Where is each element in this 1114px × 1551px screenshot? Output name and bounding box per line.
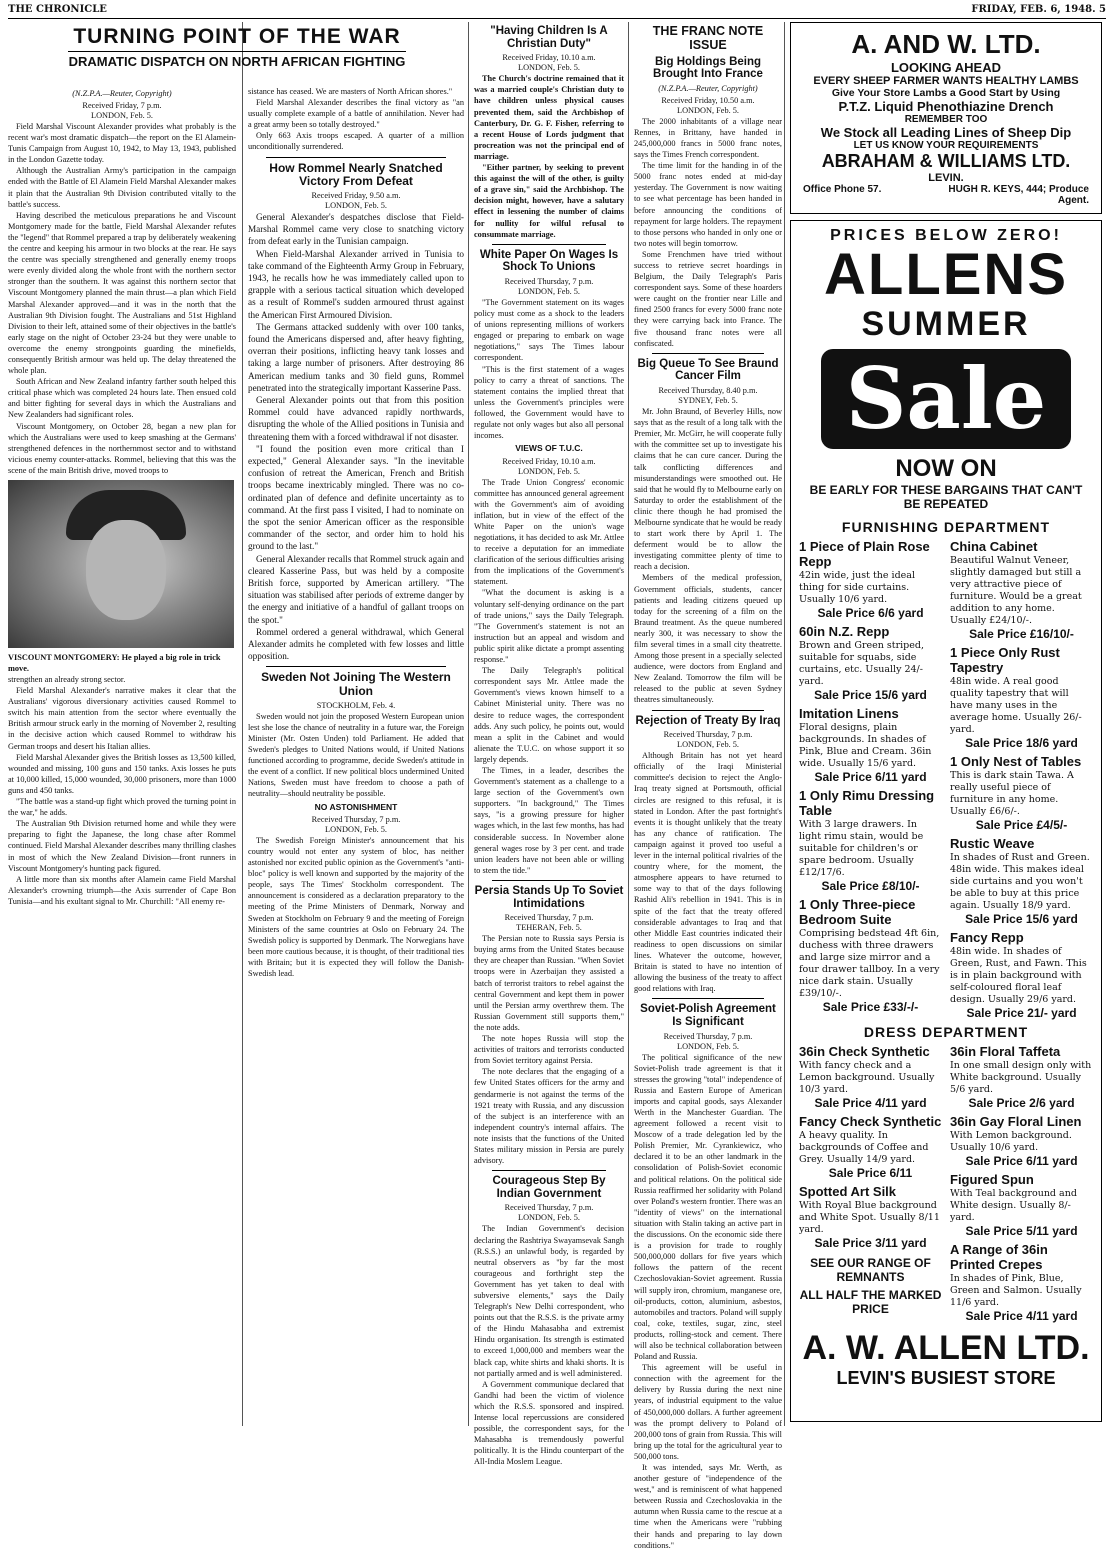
page-date: FRIDAY, FEB. 6, 1948. 5 <box>971 4 1106 15</box>
received-line: Received Thursday, 7 p.m. <box>504 913 594 923</box>
article-body: Sweden would not join the proposed Western European union lest she lose the chance of neutrality in a future war, the Foreign Minister (Mr. Osten Unden) told Parliament. He added that Sweden's pledges to United Nations would, if United Nations functioned according to programme, decide Sweden's attitude in the event of a conflict. If new political blocs undermined United Nations, Sweden must have freedom to choose a path of neutrality—should neutrality be possible. <box>248 711 464 799</box>
headline: Big Holdings Being Brought Into France <box>653 55 763 81</box>
received-line: Received Thursday, 7 p.m. <box>663 1031 753 1041</box>
article-body: The Swedish Foreign Minister's announcement that his country would not enter any system of bloc, has neither astonished nor excited public opinion as the Government's "anti-bloc" policy is well known and supported by the majority of the people, says The Times' Stockholm correspondent. The announcement is considered as a declaration preparatory to the meeting of the Prime Ministers of Denmark, Norway and Sweden at Stockholm on February 9 and the meeting of Foreign Ministers of the same countries at Oslo on February 24. The Swedish policy is supported by Denmark. The Norwegians have been more cautious because, it is thought, of their traditional ties with Britain; but it is expected they will follow the Danish-Swedish lead. <box>248 835 464 979</box>
dress-items <box>791 1040 1101 1323</box>
item-price: Sale Price 4/11 yard <box>965 1309 1078 1323</box>
article-body: The Church's doctrine remained that it was a married couple's Christian duty to have children unless physical causes prevented them, said the Archbishop of Canterbury, Dr. G. F. Fisher, referring to a recent House of Lords judgment that procreation was not the principal end of marriage. "Either partner, by seeking to prevent this against the will of the other, is guilty of a grave sin," said the Archbishop. The decision might, however, have a salutary effect in lessening the number of claims for nullity for wilful refusal to consummate marriage. <box>474 74 624 239</box>
allens-sale-ad <box>790 220 1102 1422</box>
ad-store: ALLENS <box>824 242 1068 307</box>
subheading: NO ASTONISHMENT <box>314 801 398 812</box>
received-line: Received Friday, 10.10 a.m. <box>502 53 596 63</box>
received-line: Received Thursday, 7 p.m. <box>504 1203 594 1213</box>
column-rule <box>628 22 629 1426</box>
dateline: LONDON, Feb. 5. <box>677 1041 739 1051</box>
ad-store-footer: A. W. ALLEN LTD. <box>802 1329 1090 1367</box>
column-rule <box>468 22 469 1426</box>
item-price: Sale Price 4/11 yard <box>814 1096 927 1110</box>
headline: Sweden Not Joining The Western Union <box>261 670 451 698</box>
ad-note: BE EARLY FOR THESE BARGAINS THAT CAN'T BE REPEATED <box>809 483 1083 511</box>
dateline: SYDNEY, Feb. 5. <box>678 396 738 406</box>
sale-item <box>950 1172 1093 1238</box>
sale-item <box>799 788 942 893</box>
received-line: Received Thursday, 7 p.m. <box>311 814 401 824</box>
ad-line: LEVIN. <box>928 172 964 184</box>
item-title: 60in N.Z. Repp <box>799 624 890 639</box>
ad-line: LET US KNOW YOUR REQUIREMENTS <box>853 140 1039 151</box>
dateline: TEHERAN, Feb. 5. <box>516 923 582 933</box>
item-price: Sale Price 21/- yard <box>966 1006 1077 1020</box>
headline: "Having Children Is A Christian Duty" <box>490 25 608 50</box>
dept-title: DRESS DEPARTMENT <box>863 1024 1029 1040</box>
item-title: A Range of 36in Printed Crepes <box>950 1242 1048 1272</box>
received-line: Received Thursday, 7 p.m. <box>504 276 594 286</box>
paper-name: THE CHRONICLE <box>8 4 107 15</box>
column-1 <box>8 86 236 1490</box>
item-price: Sale Price 2/6 yard <box>968 1096 1075 1110</box>
remnants: SEE OUR RANGE OF REMNANTS <box>810 1256 931 1284</box>
dateline: LONDON, Feb. 5. <box>325 200 387 210</box>
dateline: LONDON, Feb. 5. <box>518 466 580 476</box>
item-price: Sale Price 15/6 yard <box>965 912 1078 926</box>
ad-title: A. AND W. LTD. <box>851 29 1041 59</box>
dateline: LONDON, Feb. 5. <box>677 740 739 750</box>
headline: THE FRANC NOTE ISSUE <box>652 24 764 52</box>
dateline: LONDON, Feb. 5. <box>91 111 153 120</box>
sale-item <box>799 897 942 1014</box>
credit: (N.Z.P.A.—Reuter, Copyright) <box>658 83 758 93</box>
item-price: Sale Price 18/6 yard <box>965 736 1078 750</box>
article-body: The Persian note to Russia says Persia is buying arms from the United States because they are cheaper than Russian. "When Soviet troops were in Azerbaijan they assisted a batch of terrorist traitors to rebel against the central Government and kept them in power until the Persian army overthrew them. The Russian Government still supports them," the note adds. The note hopes Russia will stop the activities of traitors and terrorists conducted from Soviet territory against Persia. The note declares that the engaging of a few United States officers for the army and gendarmerie is not against the terms of the 1921 treaty with Russia, and any discussion of the subject is an interference with an independent country's internal affairs. The note insists that the functions of the United States military mission in Persia are purely advisory. <box>474 934 624 1166</box>
item-title: 1 Only Three-piece Bedroom Suite <box>799 897 916 927</box>
sale-item <box>799 1114 942 1180</box>
column-2 <box>248 86 464 1490</box>
item-desc: A heavy quality. In backgrounds of Coffee and Grey. Usually 14/9 yard. <box>799 1130 929 1165</box>
article-body: The 2000 inhabitants of a village near Rennes, in Brittany, have handed in 245,000,000 francs in 5000 franc notes, says the Times French correspondent. The time limit for the handing in of the 5000 franc notes ended at mid-day yesterday. The Government is now waiting to see what percentage has been handed in before announcing the conditions of repayment for large holders. The repayment to those persons who handed in only one or two notes will begin tomorrow. Some Frenchmen have tried without success to retrieve secret hoardings in Belgium, the Daily Telegraph's Paris correspondent says. Some of these hoarders were caught on the frontier near Lille and fined 2500 francs for every 5000 franc note they were carrying back into France. The five thousand franc notes were all confiscated. <box>634 116 782 348</box>
dateline: LONDON, Feb. 5. <box>518 1213 580 1223</box>
ad-line: LOOKING AHEAD <box>890 60 1002 75</box>
received-line: Received Friday, 9.50 a.m. <box>311 190 401 200</box>
headline: Rejection of Treaty By Iraq <box>635 714 781 727</box>
column-rule <box>242 22 243 1426</box>
ad-summer: SUMMER <box>861 305 1031 343</box>
ad-line: P.T.Z. Liquid Phenothiazine Drench <box>838 99 1054 114</box>
ad-line: We Stock all Leading Lines of Sheep Dip <box>820 125 1072 140</box>
ad-company: ABRAHAM & WILLIAMS LTD. <box>821 151 1071 171</box>
abraham-williams-ad <box>790 22 1102 214</box>
item-desc: This is dark stain Tawa. A really useful piece of furniture in any home. Usually £6/6/-. <box>950 770 1074 817</box>
lead-headline: TURNING POINT OF THE WAR <box>73 25 401 48</box>
item-price: Sale Price 5/11 yard <box>965 1224 1078 1238</box>
article-body: Although Britain has not yet heard officially of the Iraqi Ministerial committee's decision to reject the Anglo-Iraq treaty signed at Portsmouth, official circles are resigned to this refusal, it is stated in London. After the past fortnight's events it is thought unlikely that the treaty has any chance of ratification. The campaign against it proved too useful a lever in the internal political rivalries of the country where, for the moment, the atmosphere appears to have returned to some way to that of the days following Rashid Ali's rebellion in 1941. This is in spite of the fact that the treaty offered considerable advantages to Iraq and that other Middle East countries indicated their readiness to open discussions on similar lines. Whatever the outcome, however, Britain is stated to have no intention of allowing the business of the treaty to affect good relations with Iraq. <box>634 751 782 994</box>
credit: (N.Z.P.A.—Reuter, Copyright) <box>72 89 172 98</box>
column-rule <box>784 22 785 1426</box>
subheading: VIEWS OF T.U.C. <box>515 443 583 454</box>
sale-item <box>950 645 1093 750</box>
sale-item <box>950 539 1093 641</box>
sale-item <box>950 836 1093 926</box>
item-title: China Cabinet <box>950 539 1038 554</box>
item-price: Sale Price 6/6 yard <box>817 606 924 620</box>
item-desc: In one small design only with White background. Usually 5/6 yard. <box>950 1060 1092 1095</box>
article-body: sistance has ceased. We are masters of North African shores." Field Marshal Alexander describes the final victory as "an usually complete example of a battle of annihilation. Never had a great army been so totally destroyed." Only 663 Axis troops escaped. A quarter of a million unconditionally surrendered. <box>248 87 464 152</box>
article-body: "The Government statement on its wages policy must come as a shock to the leaders of unions representing millions of workers engaged or preparing to embark on wage negotiations," says The Times labour correspondent. "This is the first statement of a wages policy to carry a threat of sanctions. The statement contains the implied threat that unless the Government's principles were followed, the Government would have to regulate not only wages but also all personal incomes. <box>474 297 624 441</box>
dateline: LONDON, Feb. 5. <box>518 286 580 296</box>
sale-item <box>799 539 942 620</box>
headline: Persia Stands Up To Soviet Intimidations <box>474 884 624 910</box>
sale-banner <box>821 349 1071 449</box>
item-desc: With Royal Blue background and White Spot. Usually 8/11 yard. <box>799 1200 940 1235</box>
item-desc: 42in wide, just the ideal thing for side curtains. Usually 10/6 yard. <box>799 570 915 605</box>
dateline: LONDON, Feb. 5. <box>325 824 387 834</box>
article-body: Field Marshal Viscount Alexander provides what probably is the recent war's most dramatic dispatch—the report on the El Alamein-Tunis Campaign from August 10, 1942, to May 13, 1943, published in the London Gazette today. Although the Australian Army's participation in the campaign ended with the Battle of El Alamein Field Marshal Alexander makes it plain that the Australian 9th Division contributed vitally to the battle's success. Having described the meticulous preparations he and Viscount Montgomery made for the battle, Field Marshal Alexander refutes the "legend" that Rommel prepared a trap by deliberately weakening the centre and keeping his armour in two blocks at the rear. He says the centre was specially strengthened and generally enemy troops were evenly divided along the whole front with the northern sector stronger than the southern. It was against this northern sector that Viscount Montgomery planned the main thrust—a plan which Field Marshal Alexander approved—and it was in the north that the Australian 9th Division fought. The Australians and 51st Highland Division to their left, attained some of their objectives in the battle's early stage on the night of October 23-24 but they were unable to overcome the enemy strongpoints guarding the minefields, consequently British armour was held up. The delay threatened the whole plan. South African and New Zealand infantry farther south helped this critical phase which was completed 24 hours late. Then ensued cold and bitter fighting for several days in which the Australians and New Zealanders had significant roles. Viscount Montgomery, on October 28, began a new plan for which the Australians were used to keep smashing at the Germans' strengthened defences in the northernmost sector and to withstand vicious enemy counter-attacks. Rommel, believing that this was the scene of the main British drive, moved troops to <box>8 122 236 475</box>
dateline: LONDON, Feb. 5. <box>677 105 739 115</box>
item-desc: Comprising bedstead 4ft 6in, duchess with three drawers and large size mirror and a four drawer tallboy. In a very nice dark stain. Usually £39/10/-. <box>799 928 940 999</box>
article-body: The political significance of the new Soviet-Polish trade agreement is that it stresses the growing "total" independence of Russia and Eastern Europe of American imports and capital goods, says Alexander Werth in the Manchester Guardian. The agreement followed a recent visit to Moscow of a trade delegation led by the Polish Premier, Mr. Cyrankiewicz, who declared it to be an other landmark in the consolidation of Polish-Soviet economic and political relations. On the political side Russia reaffirmed her solidarity with Poland over Poland's western frontier. There was an "identity of views" on the international situation with Stalin taking an active part in the discussions. On the economic side there is a provision for trade to roughly 500,000,000 dollars for five years which follows the pattern of the recent Czechoslovakian-Soviet agreement. Russia will supply iron, chromium, manganese ore, oil-products, cotton, aluminium, asbestos, automobiles and tractors. Poland will supply coal, coke, textiles, sugar, zinc, steel products, rolling-stock and cement. There will also be technical collaboration between Poland and Russia. This agreement will be useful in connection with the agreement for the delivery by Russia during the next nine years, of industrial equipment to the value of 450,000,000 dollars. A further agreement was the prompt delivery to Poland of 200,000 tons of grain from Russia. This will bring up the total for the agricultural year to 500,000 tons. It was intended, says Mr. Werth, as another gesture of "independence of the west," and is reminiscent of what happened between Russia and Czechoslovakia in the autumn when Russia came to the rescue at a time when the Americans were "rubbing their hands and preparing to lay down conditions." <box>634 1052 782 1550</box>
sale-word: Sale <box>845 349 1047 448</box>
headline: Courageous Step By Indian Government <box>492 1175 606 1200</box>
dateline: LONDON, Feb. 5. <box>518 63 580 73</box>
ad-phone: Office Phone 57. <box>803 184 882 195</box>
sale-item <box>950 1242 1093 1323</box>
headline: Soviet-Polish Agreement Is Significant <box>640 1003 776 1028</box>
received-line: Received Friday, 10.50 a.m. <box>661 95 755 105</box>
item-title: Fancy Repp <box>950 930 1024 945</box>
ad-now-on: NOW ON <box>895 455 997 482</box>
sale-item <box>799 1044 942 1110</box>
ad-line: REMEMBER TOO <box>904 114 988 125</box>
item-desc: Beautiful Walnut Veneer, slightly damaged but still a very attractive piece of furniture. Would be a great addition to any home. Usually £24/10/-. <box>950 555 1082 626</box>
furnishing-items <box>791 535 1101 1020</box>
dept-title: FURNISHING DEPARTMENT <box>841 519 1051 535</box>
ad-line: Give Your Store Lambs a Good Start by Using <box>831 87 1061 99</box>
lead-subhead: DRAMATIC DISPATCH ON NORTH AFRICAN FIGHTING <box>68 54 406 70</box>
item-desc: With Lemon background. Usually 10/6 yard. <box>950 1130 1072 1153</box>
item-desc: 48in wide. In shades of Green, Rust, and Fawn. This is in plain background with self-coloured floral leaf design. Usually 29/6 yard. <box>950 946 1087 1005</box>
montgomery-photo <box>8 480 234 648</box>
item-title: Spotted Art Silk <box>799 1184 897 1199</box>
item-desc: Brown and Green striped, suitable for squabs, side curtains, etc. Usually 24/- yard. <box>799 640 924 687</box>
item-price: Sale Price £4/5/- <box>975 818 1068 832</box>
item-desc: 48in wide. A real good quality tapestry that will have many uses in the average home. Usually 26/- yard. <box>950 676 1082 735</box>
half-price: ALL HALF THE MARKED PRICE <box>799 1288 942 1316</box>
item-price: Sale Price £8/10/- <box>821 879 920 893</box>
headline: How Rommel Nearly Snatched Victory From Defeat <box>269 160 443 188</box>
received-line: Received Friday, 10.10 a.m. <box>502 456 596 466</box>
ad-agent: HUGH R. KEYS, 444; Produce Agent. <box>948 184 1089 206</box>
article-body: General Alexander's despatches disclose that Field-Marshal Rommel came very close to snatching victory from defeat early in the Tunisian campaign. When Field-Marshal Alexander arrived in Tunisia to take command of the Eighteenth Army Group in February, 1943, he recalls how he was immediately called upon to grapple with a serious tactical situation which developed as a result of Rommel's sudden armoured thrust against the American First Armoured Division. The Germans attacked suddenly with over 100 tanks, found the Americans dispersed and, after heavy fighting, overran their positions, inflicting heavy tank losses and taking a large number of prisoners. After destroying 86 American medium tanks and 30 field guns, Rommel penetrated into the strategically important Kasserine Pass. General Alexander points out that from this position Rommel could have advanced rapidly northwards, disrupting the whole of the Allied positions in Tunisia and threatening them with a forced withdrawal if not disaster. "I found the position even more critical than I expected," General Alexander says. "In the inevitable confusion of retreat the American, French and British troops became inextricably mingled. There was no co-ordinated plan of defence and definite uncertainty as to command. At the first pass I visited, I had to nominate on the spot the senior American officer as the responsible commander of the sector, and order him to hold his ground to the last." General Alexander recalls that Rommel struck again and cleared Kasserine Pass, but was held by a composite British force, supported by American artillery. "The situation was stabilised after periods of extreme danger by the energy and initiative of a handful of gallant troops on the spot." Rommel ordered a general withdrawal, which General Alexander admits he completed with few losses and little opposition. <box>248 211 464 662</box>
item-price: Sale Price £16/10/- <box>969 627 1074 641</box>
headline: Big Queue To See Braund Cancer Film <box>637 357 779 383</box>
headline: White Paper On Wages Is Shock To Unions <box>479 248 619 274</box>
item-desc: With 3 large drawers. In light rimu stain, would be suitable for children's or spare bedroom. Usually £12/17/6. <box>799 819 924 878</box>
sale-item <box>950 930 1093 1020</box>
item-title: 1 Piece Only Rust Tapestry <box>950 645 1060 675</box>
sale-item <box>799 706 942 784</box>
ad-slogan: LEVIN'S BUSIEST STORE <box>836 1368 1056 1388</box>
item-price: Sale Price 6/11 <box>828 1166 913 1180</box>
column-3 <box>474 22 624 1467</box>
item-title: Imitation Linens <box>799 706 899 721</box>
masthead <box>8 4 1106 19</box>
received-line: Received Friday, 7 p.m. <box>82 101 162 110</box>
item-price: Sale Price £33/-/- <box>822 1000 919 1014</box>
received-line: Received Thursday, 7 p.m. <box>663 730 753 740</box>
sale-item <box>799 1184 942 1250</box>
item-title: 36in Gay Floral Linen <box>950 1114 1082 1129</box>
column-4 <box>634 22 782 1550</box>
item-desc: In shades of Rust and Green. 48in wide. This makes ideal side curtains and you won't be able to buy at this price again. Usually 18/9 yard. <box>950 852 1090 911</box>
item-desc: Floral designs, plain backgrounds. In shades of Pink, Blue and Cream. 36in wide. Usually 15/6 yard. <box>799 722 932 769</box>
photo-caption: VISCOUNT MONTGOMERY: He played a big role in trick move. <box>8 653 221 673</box>
item-desc: With Teal background and White design. Usually 8/- yard. <box>950 1188 1077 1223</box>
article-body: The Trade Union Congress' economic committee has announced general agreement with the Government's aim of avoiding inflation, but in view of the effect of the White Paper on the union's wage negotiations, it has decided to ask Mr. Attlee to receive a deputation for an immediate clarification of the serious difficulties arising from the implications of the Government's statement. "What the document is asking is a voluntary self-denying ordinance on the part of trade unions," says the Daily Telegraph. "The Government's statement is not an instruction but an appeal and wisdom and public spirit alike dictate a prompt assenting response." The Daily Telegraph's political correspondent says Mr. Attlee made the Government's views known himself to a Cabinet Ministerial unity. There was no desire to reduce wages, the correspondent adds. Any such policy, he points out, would mean a split in the Cabinet and would alienate the T.U.C. on whose support it so largely depends. The Times, in a leader, describes the Government's statement as a challenge to a large section of the Government's own supporters. "In background," The Times says, "is a growing pressure for higher wages which, in the last few months, has had considerable success. In November alone general wages rose by 3 per cent. and trade union leaders have not been able or willing to stem the tide." <box>474 477 624 875</box>
ad-line: EVERY SHEEP FARMER WANTS HEALTHY LAMBS <box>813 75 1079 87</box>
item-desc: In shades of Pink, Blue, Green and Salmon. Usually 11/6 yard. <box>950 1273 1082 1308</box>
item-title: 1 Only Nest of Tables <box>950 754 1082 769</box>
item-title: 36in Check Synthetic <box>799 1044 930 1059</box>
article-body: strengthen an already strong sector. Field Marshal Alexander's narrative makes it clear that the Australians' vigorous diversionary activities caused Rommel to switch his main attention from the sector where eventually the British armour struck early in the morning of November 2, resulting in the decisive action which caused Rommel to withdraw his German troops and desert his Italian allies. Field Marshal Alexander gives the British losses as 13,500 killed, wounded and missing, 100 guns and 150 tanks. Axis losses he puts at 10,000 killed, 15,000 wounded, 30,000 prisoners, more than 1000 guns and 450 tanks. "The battle was a stand-up fight which proved the turning point in the war," he adds. The Australian 9th Division returned home and while they were preparing to fight the Japanese, the long chase after Rommel continued. Field Marshal Alexander describes many thrilling clashes in most of which the New Zealand Division—front runners in Viscount Montgomery's hunting pack figured. A little more than six months after Alamein came Field Marshal Alexander's crowning triumph—the Axis surrender of Cape Bon Tunisia—and his exultant signal to Mr. Churchill: "All enemy re- <box>8 675 236 906</box>
item-desc: With fancy check and a Lemon background. Usually 10/3 yard. <box>799 1060 935 1095</box>
sale-item <box>799 624 942 702</box>
received-line: Received Thursday, 8.40 p.m. <box>658 386 758 396</box>
item-title: 1 Piece of Plain Rose Repp <box>799 539 930 569</box>
item-price: Sale Price 6/11 yard <box>814 770 927 784</box>
item-title: 1 Only Rimu Dressing Table <box>799 788 935 818</box>
item-price: Sale Price 6/11 yard <box>965 1154 1078 1168</box>
item-title: Fancy Check Synthetic <box>799 1114 942 1129</box>
sale-item <box>950 1044 1093 1110</box>
item-price: Sale Price 15/6 yard <box>814 688 927 702</box>
item-price: Sale Price 3/11 yard <box>814 1236 927 1250</box>
dateline: STOCKHOLM, Feb. 4. <box>316 700 396 710</box>
ad-tagline: PRICES BELOW ZERO! <box>830 227 1062 244</box>
article-body: The Indian Government's decision declaring the Rashtriya Swayamsevak Sangh (R.S.S.) an unlawful body, is regarded by neutral observers as "by far the most courageous and forthright step the Government has yet taken to deal with subversive elements," says the Daily Telegraph's New Delhi correspondent, who points out that the R.S.S. is the private army of the Hindu Mahasabha and extremist Hindu organisation. Its strength is estimated to exceed 1,000,000 and members wear the black cap, white shirts and khaki shorts. It is not partially armed and is well administered. A Government communique declared that Gandhi had been the victim of violence which the R.S.S. sponsored and inspired. Intense local repercussions are considered possible, the correspondent says, for the Mahasabha is tremendously powerful politically. It is the Hindu counterpart of the All-India Moslem League. <box>474 1224 624 1467</box>
item-title: Figured Spun <box>950 1172 1034 1187</box>
sale-item <box>950 1114 1093 1168</box>
article-body: Mr. John Braund, of Beverley Hills, now says that as the result of a long talk with the Premier, Mr. McGirr, he will cooperate fully with the committee set up to investigate his claims that he can cure cancer. During the talk conflicting differences and misunderstandings were smoothed out. He said that he would fly to Melbourne early on Saturday to order the establishment of the clinic there though he had promised the Melbourne syndicate that he would be ready to start work there by April 1. The deferment would be to allow the investigating committee plenty of time to reach a decision. Members of the medical profession, Government officials, students, cancer patients and leading citizens queued up today for the screening of a film on the Braund treatment. As the queue numbered nearly 300, it was necessary to show the film several times in a small city theatrette. Among those present in a specially selected audience, were doctors from England and New Zealand. Tomorrow the film will be released to the public at seven Sydney theatres simultaneously. <box>634 407 782 705</box>
item-title: 36in Floral Taffeta <box>950 1044 1061 1059</box>
sale-item <box>950 754 1093 832</box>
item-title: Rustic Weave <box>950 836 1035 851</box>
